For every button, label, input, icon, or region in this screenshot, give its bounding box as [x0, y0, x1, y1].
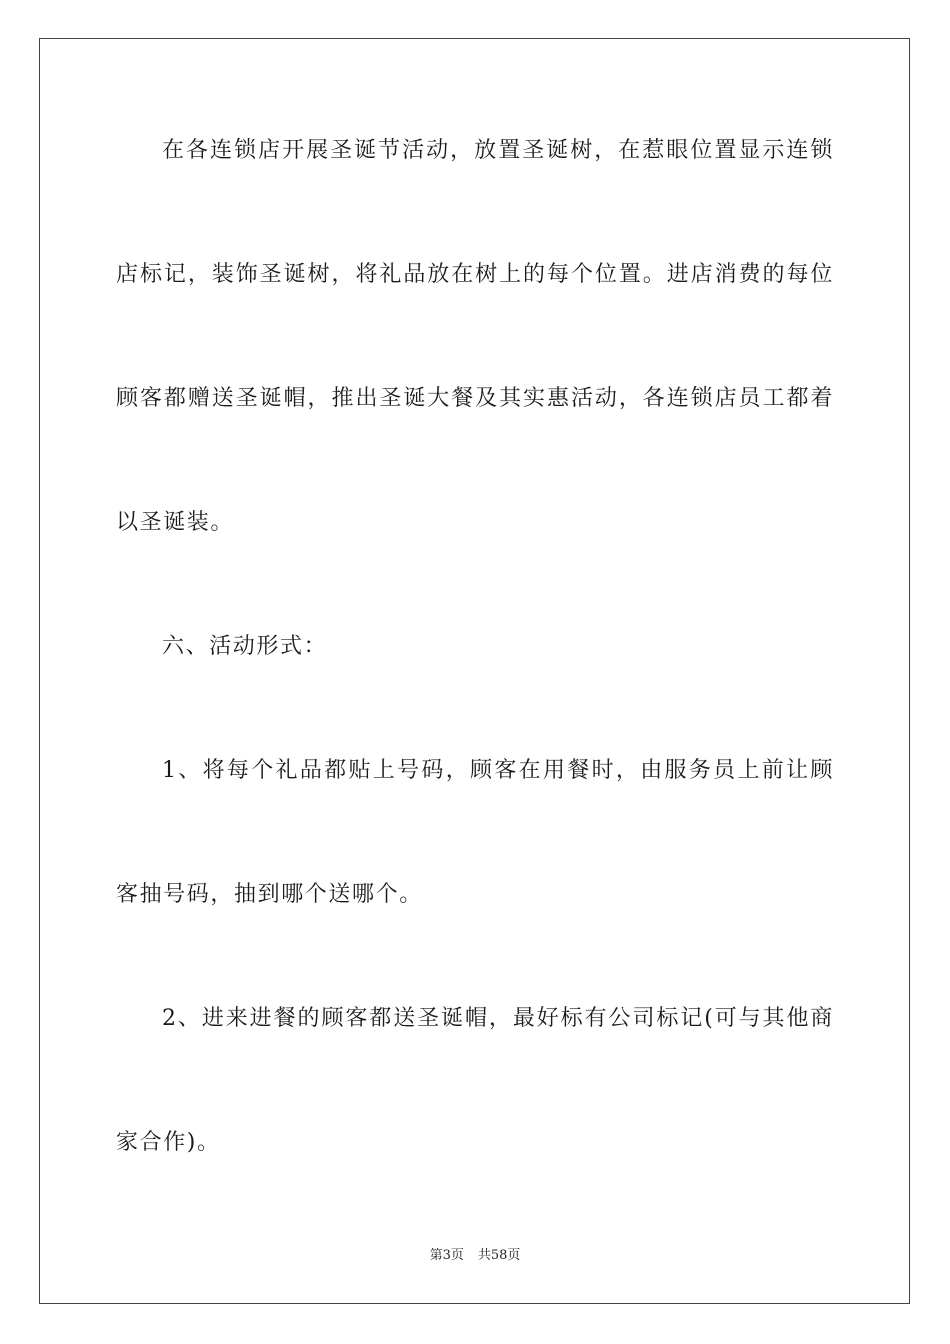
section-heading: 六、活动形式： [162, 634, 328, 659]
paragraph-line: 家合作)。 [116, 1130, 221, 1155]
paragraph-line: 顾客都赠送圣诞帽，推出圣诞大餐及其实惠活动，各连锁店员工都着 [116, 386, 834, 411]
page-border [39, 38, 910, 1304]
paragraph-line: 在各连锁店开展圣诞节活动，放置圣诞树，在惹眼位置显示连锁 [162, 138, 834, 163]
page-total: 共58页 [477, 1248, 521, 1263]
paragraph-line: 1、将每个礼品都贴上号码，顾客在用餐时，由服务员上前让顾 [162, 758, 834, 783]
paragraph-line: 2、进来进餐的顾客都送圣诞帽，最好标有公司标记(可与其他商 [162, 1006, 834, 1031]
page-number: 第3页 [429, 1248, 464, 1263]
page-footer [0, 1247, 950, 1265]
paragraph-line: 以圣诞装。 [116, 510, 235, 535]
paragraph-line: 客抽号码，抽到哪个送哪个。 [116, 882, 423, 907]
paragraph-line: 店标记，装饰圣诞树，将礼品放在树上的每个位置。进店消费的每位 [116, 262, 834, 287]
